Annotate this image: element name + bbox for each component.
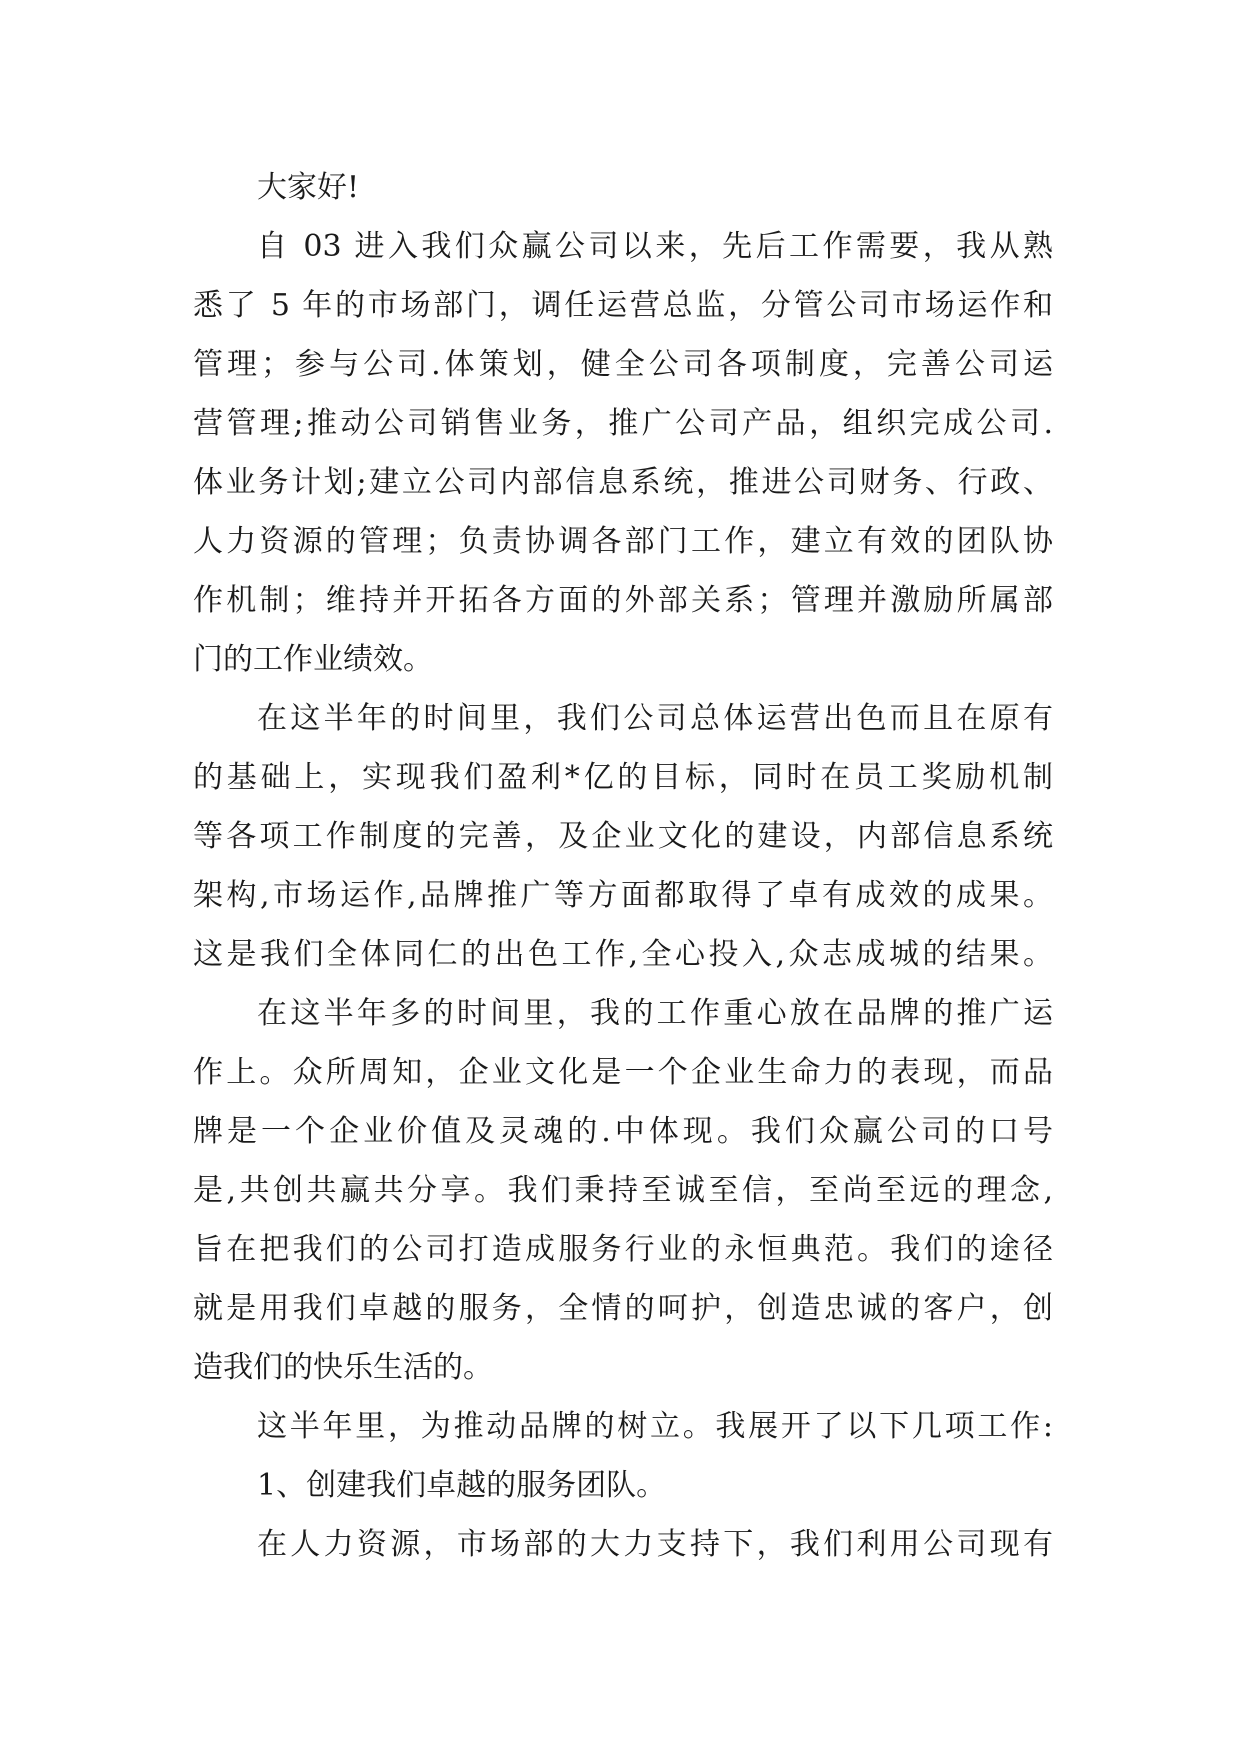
text-line: 是,共创共赢共分享。我们秉持至诚至信，至尚至远的理念, [193, 1173, 1053, 1208]
text-line: 悉了 5 年的市场部门，调任运营总监，分管公司市场运作和 [193, 288, 1053, 323]
text-line: 这是我们全体同仁的出色工作,全心投入,众志成城的结果。 [193, 937, 1053, 972]
text-line: 1、创建我们卓越的服务团队。 [257, 1468, 667, 1503]
text-line: 大家好! [257, 170, 360, 205]
text-line: 这半年里，为推动品牌的树立。我展开了以下几项工作: [257, 1409, 1053, 1444]
text-line: 管理；参与公司.体策划，健全公司各项制度，完善公司运 [193, 347, 1053, 382]
text-line: 体业务计划;建立公司内部信息系统，推进公司财务、行政、 [193, 465, 1053, 500]
text-line: 在这半年的时间里，我们公司总体运营出色而且在原有 [257, 701, 1053, 736]
text-line: 门的工作业绩效。 [193, 642, 433, 677]
text-line: 旨在把我们的公司打造成服务行业的永恒典范。我们的途径 [193, 1232, 1053, 1267]
text-line: 作上。众所周知，企业文化是一个企业生命力的表现，而品 [193, 1055, 1053, 1090]
text-line: 牌是一个企业价值及灵魂的.中体现。我们众赢公司的口号 [193, 1114, 1053, 1149]
text-line: 架构,市场运作,品牌推广等方面都取得了卓有成效的成果。 [193, 878, 1053, 913]
text-line: 造我们的快乐生活的。 [193, 1350, 493, 1385]
text-line: 在这半年多的时间里，我的工作重心放在品牌的推广运 [257, 996, 1053, 1031]
text-line: 自 03 进入我们众赢公司以来，先后工作需要，我从熟 [257, 229, 1053, 264]
text-line: 的基础上，实现我们盈利*亿的目标，同时在员工奖励机制 [193, 760, 1053, 795]
text-line: 等各项工作制度的完善，及企业文化的建设，内部信息系统 [193, 819, 1053, 854]
document-body [193, 158, 1053, 1574]
text-line: 作机制；维持并开拓各方面的外部关系；管理并激励所属部 [193, 583, 1053, 618]
text-line: 就是用我们卓越的服务，全情的呵护，创造忠诚的客户，创 [193, 1291, 1053, 1326]
text-line: 人力资源的管理；负责协调各部门工作，建立有效的团队协 [193, 524, 1053, 559]
text-line: 在人力资源，市场部的大力支持下，我们利用公司现有 [257, 1527, 1053, 1562]
text-line: 营管理;推动公司销售业务，推广公司产品，组织完成公司. [193, 406, 1053, 441]
